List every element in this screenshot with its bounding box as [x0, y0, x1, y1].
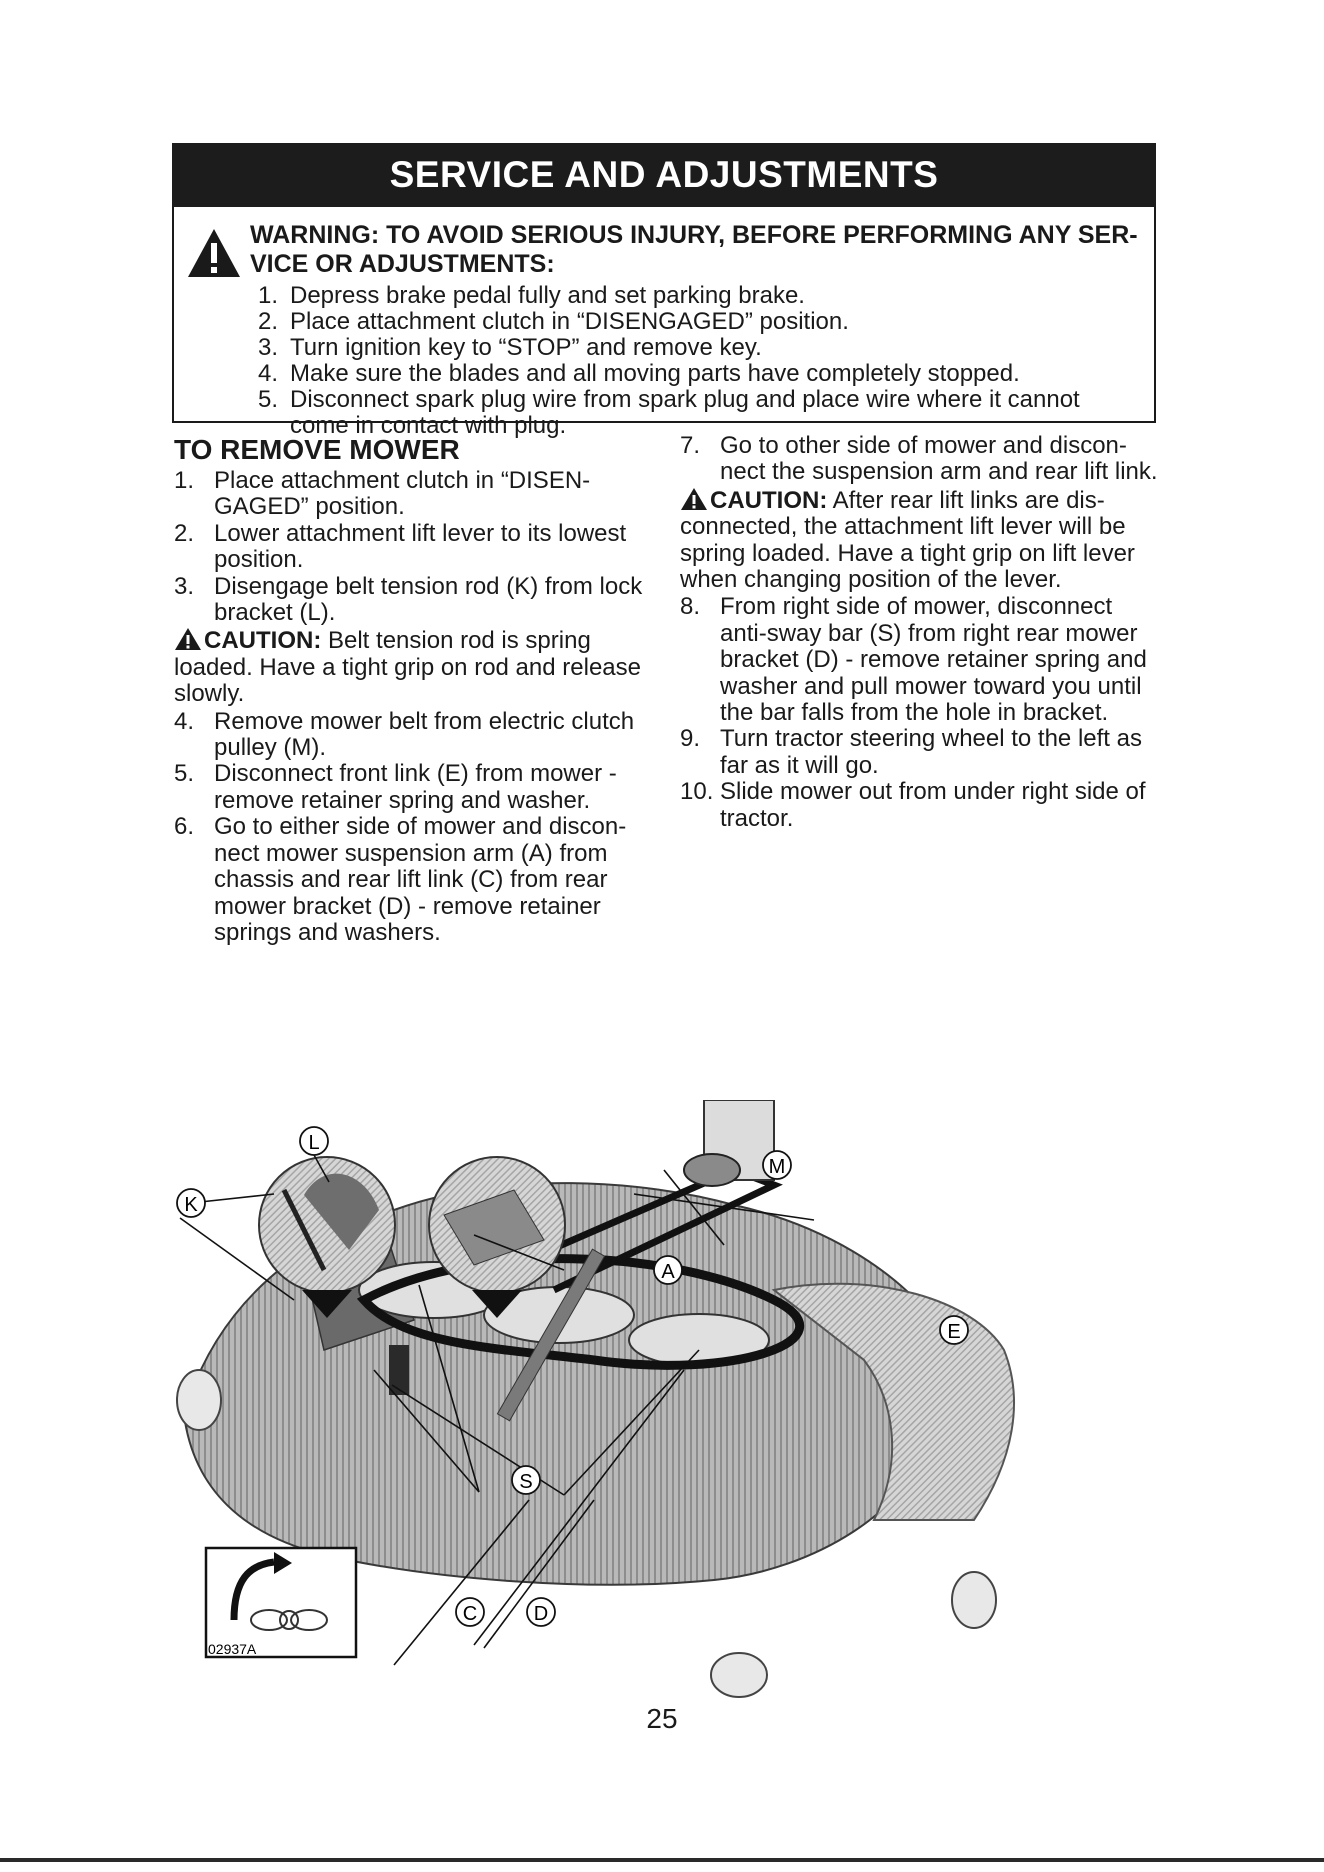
list-item — [250, 361, 1144, 387]
step-number: 1. — [174, 467, 195, 494]
svg-text:A: A — [661, 1261, 675, 1283]
retainer-inset — [206, 1548, 356, 1657]
caution-triangle-icon — [174, 627, 202, 651]
list-item — [680, 594, 1160, 726]
step-number: 5. — [174, 760, 195, 788]
svg-text:D: D — [533, 1603, 549, 1625]
callout-m — [763, 1151, 791, 1179]
caution-label: CAUTION: — [710, 486, 828, 514]
svg-text:K: K — [184, 1194, 198, 1216]
list-item — [174, 468, 654, 521]
step-text: Go to other side of mower and discon-nect the suspension arm and rear lift link. — [720, 432, 1158, 486]
step-text: Lower attachment lift lever to its lowest position. — [214, 519, 627, 574]
step-number: 1. — [257, 282, 278, 309]
list-item — [174, 709, 654, 762]
mower-deck-illustration — [174, 1100, 1170, 1730]
list-item — [174, 521, 654, 574]
step-text: Place attachment clutch in “DISENGAGED” position. — [290, 308, 849, 335]
caution-label: CAUTION: — [204, 627, 322, 655]
step-text: Disconnect front link (E) from mower - remove retainer spring and washer. — [214, 760, 617, 814]
warning-title: WARNING: TO AVOID SERIOUS INJURY, BEFORE PERFORMING ANY SER-VICE OR ADJUSTMENTS: — [250, 221, 1138, 278]
list-item — [250, 309, 1144, 335]
list-item — [250, 335, 1144, 361]
caution-note — [174, 627, 654, 707]
step-text: Place attachment clutch in “DISEN-GAGED” position. — [214, 467, 591, 521]
callout-s — [512, 1466, 540, 1494]
step-number: 7. — [680, 432, 701, 459]
svg-text:C: C — [462, 1603, 478, 1625]
svg-text:L: L — [308, 1132, 320, 1154]
page-bottom-rule — [0, 1858, 1324, 1862]
step-text: Go to either side of mower and discon-nect mower suspension arm (A) from chassis and rear lift link (C) from rear mower bracket (D) - remove retainer springs and washers. — [214, 813, 627, 946]
step-number: 5. — [257, 386, 278, 413]
callout-a — [654, 1256, 682, 1284]
section-heading: TO REMOVE MOWER — [174, 434, 460, 465]
step-number: 10. — [680, 778, 714, 806]
step-text: From right side of mower, disconnect anti-sway bar (S) from right rear mower bracket (D) - remove retainer spring and washer and pull mower toward you until the bar falls from the hole in bracket. — [720, 593, 1147, 727]
step-text: Disengage belt tension rod (K) from lock bracket (L). — [214, 572, 643, 627]
step-number: 6. — [174, 813, 195, 841]
step-text: Make sure the blades and all moving parts have completely stopped. — [290, 360, 1020, 387]
list-item — [174, 814, 654, 946]
warning-box — [172, 207, 1156, 439]
list-item — [174, 574, 654, 627]
step-number: 2. — [174, 519, 195, 547]
caution-text: Belt tension rod is spring loaded. Have a tight grip on rod and release slowly. — [174, 627, 641, 708]
callout-c — [456, 1598, 484, 1626]
list-item — [174, 761, 654, 814]
svg-text:S: S — [519, 1471, 533, 1493]
section-banner: SERVICE AND ADJUSTMENTS — [172, 143, 1156, 207]
inset-code: 02937A — [208, 1641, 257, 1657]
list-item — [680, 779, 1160, 832]
caution-note — [680, 487, 1160, 594]
step-number: 8. — [680, 593, 701, 621]
step-text: Turn ignition key to “STOP” and remove key. — [290, 334, 762, 361]
callout-d — [527, 1598, 555, 1626]
list-item — [680, 433, 1160, 486]
step-text: Depress brake pedal fully and set parking brake. — [290, 282, 805, 309]
step-text: Remove mower belt from electric clutch pulley (M). — [214, 707, 635, 762]
step-text: Disconnect spark plug wire from spark plug and place wire where it cannot come in contact with plug. — [290, 386, 1080, 439]
step-number: 4. — [174, 707, 195, 735]
step-text: Turn tractor steering wheel to the left as far as it will go. — [720, 725, 1142, 779]
callout-l — [300, 1127, 328, 1155]
svg-text:E: E — [947, 1321, 961, 1343]
svg-text:M: M — [768, 1156, 786, 1178]
step-number: 9. — [680, 725, 701, 753]
page-number: 25 — [646, 1703, 678, 1734]
caution-text: After rear lift links are dis-connected, the attachment lift lever will be spring loaded. Have a tight grip on lift lever when changing position of the lever. — [680, 486, 1135, 594]
step-number: 3. — [174, 572, 195, 600]
list-item — [250, 283, 1144, 309]
step-number: 3. — [257, 334, 278, 361]
caution-triangle-icon — [680, 487, 708, 511]
step-number: 2. — [257, 308, 278, 335]
list-item — [680, 726, 1160, 779]
callout-k — [177, 1189, 205, 1217]
right-column — [680, 433, 1160, 832]
callout-e — [940, 1316, 968, 1344]
step-text: Slide mower out from under right side of tractor. — [720, 778, 1146, 832]
left-column — [174, 433, 654, 946]
warning-triangle-icon — [186, 227, 242, 279]
step-number: 4. — [257, 360, 278, 387]
warning-steps — [250, 283, 1144, 439]
